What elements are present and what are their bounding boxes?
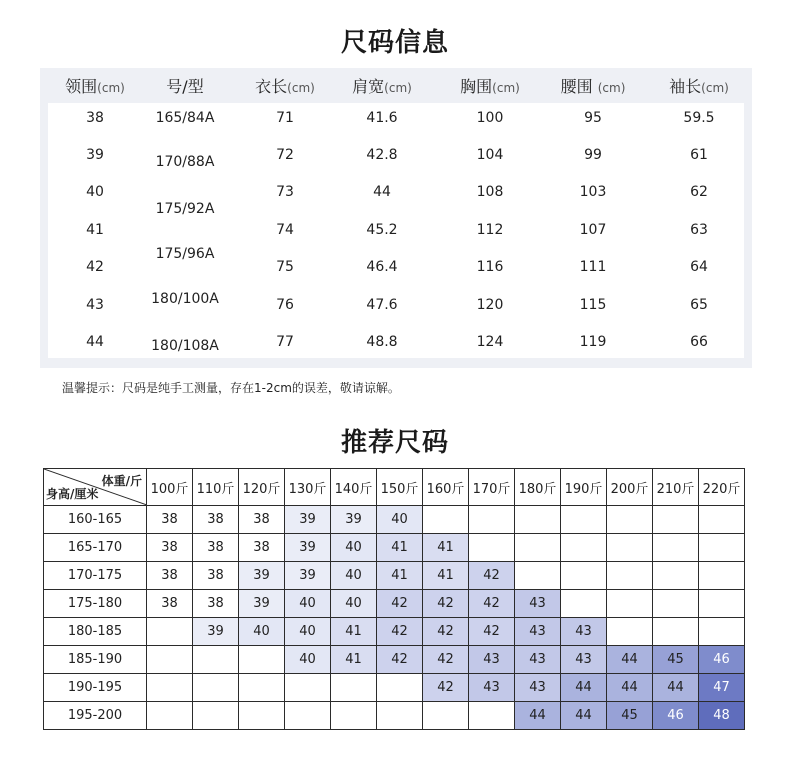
size-cell [239,674,285,702]
weight-header: 210斤 [653,469,699,506]
size-cell [699,562,745,590]
size-cell-waist: 119 [579,334,607,350]
size-cell-collar: 39 [86,147,104,163]
size-cell [147,702,193,730]
size-cell-shoulder: 42.8 [366,147,398,163]
size-cell: 38 [147,590,193,618]
size-cell-length: 74 [276,222,294,238]
size-cell-waist: 99 [584,147,602,163]
size-cell: 40 [285,618,331,646]
size-cell-collar: 41 [86,222,104,238]
weight-header: 160斤 [423,469,469,506]
weight-header: 150斤 [377,469,423,506]
size-cell: 40 [331,562,377,590]
size-cell-waist: 107 [579,222,607,238]
size-cell [515,562,561,590]
grid-row [44,618,745,646]
weight-header: 140斤 [331,469,377,506]
size-cell-model: 175/92A [155,201,215,217]
size-cell-shoulder: 45.2 [366,222,398,238]
size-cell: 42 [423,590,469,618]
size-header-6 [649,68,749,103]
size-cell: 39 [285,534,331,562]
size-cell [561,534,607,562]
size-cell-length: 75 [276,259,294,275]
size-cell [607,562,653,590]
size-header-label: 袖长 [669,77,702,96]
size-cell: 44 [607,646,653,674]
size-cell: 41 [377,562,423,590]
size-cell [193,702,239,730]
grid-corner-header [44,469,147,506]
size-cell: 43 [515,590,561,618]
size-cell: 41 [377,534,423,562]
size-cell-sleeve: 66 [690,334,708,350]
grid-row [44,506,745,534]
size-cell: 42 [423,674,469,702]
size-cell [193,674,239,702]
size-cell [377,702,423,730]
size-header-label: 胸围 [460,77,493,96]
size-info-table [40,68,752,368]
size-cell [699,618,745,646]
size-cell-waist: 111 [579,259,607,275]
size-cell [239,646,285,674]
size-cell: 40 [239,618,285,646]
size-cell: 42 [423,618,469,646]
size-cell-shoulder: 48.8 [366,334,398,350]
size-cell [193,646,239,674]
size-cell: 44 [607,674,653,702]
size-cell: 44 [561,674,607,702]
size-header-label: 腰围 [560,77,598,96]
size-cell-length: 71 [276,110,294,126]
size-cell: 43 [515,646,561,674]
size-cell [147,646,193,674]
size-cell [653,534,699,562]
size-cell: 42 [377,590,423,618]
size-cell [515,534,561,562]
corner-height-label: 身高/厘米 [46,487,99,501]
height-header: 160-165 [44,506,147,534]
size-cell: 44 [561,702,607,730]
height-header: 190-195 [44,674,147,702]
size-cell: 40 [331,534,377,562]
size-cell: 38 [239,506,285,534]
size-header-5 [543,68,643,103]
size-cell-shoulder: 44 [373,184,391,200]
size-cell [607,618,653,646]
grid-row [44,646,745,674]
size-cell: 40 [285,646,331,674]
size-cell-chest: 104 [476,147,504,163]
size-cell: 46 [653,702,699,730]
height-header: 185-190 [44,646,147,674]
grid-row [44,702,745,730]
size-cell: 39 [285,562,331,590]
size-header-unit: (cm) [287,81,315,95]
size-cell [423,506,469,534]
size-cell: 38 [147,506,193,534]
weight-header: 130斤 [285,469,331,506]
size-header-label: 肩宽 [352,77,385,96]
size-cell [423,702,469,730]
size-cell [699,534,745,562]
weight-header: 170斤 [469,469,515,506]
size-cell [699,590,745,618]
height-header: 170-175 [44,562,147,590]
size-cell-sleeve: 59.5 [683,110,715,126]
size-cell-length: 76 [276,297,294,313]
size-cell: 40 [285,590,331,618]
size-cell [561,562,607,590]
size-cell: 39 [239,562,285,590]
weight-header: 110斤 [193,469,239,506]
size-cell-chest: 100 [476,110,504,126]
size-cell: 43 [515,618,561,646]
size-cell: 44 [653,674,699,702]
size-header-2 [235,68,335,103]
size-cell-chest: 116 [476,259,504,275]
size-header-unit: (cm) [597,81,626,95]
size-cell-model: 180/100A [151,291,219,307]
size-cell: 44 [515,702,561,730]
size-cell: 41 [423,562,469,590]
size-cell-shoulder: 46.4 [366,259,398,275]
size-cell-shoulder: 41.6 [366,110,398,126]
size-cell-chest: 108 [476,184,504,200]
size-cell: 38 [147,534,193,562]
size-cell-sleeve: 65 [690,297,708,313]
size-cell: 41 [331,646,377,674]
weight-header: 100斤 [147,469,193,506]
size-cell [607,590,653,618]
size-cell-collar: 40 [86,184,104,200]
size-cell-sleeve: 63 [690,222,708,238]
size-cell [377,674,423,702]
size-cell-collar: 38 [86,110,104,126]
size-cell: 39 [239,590,285,618]
grid-row [44,534,745,562]
size-cell [285,702,331,730]
size-cell-collar: 42 [86,259,104,275]
measurement-tip: 温馨提示：尺码是纯手工测量，存在1-2cm的误差，敬请谅解。 [62,381,400,395]
size-cell [607,534,653,562]
size-recommendation-grid [43,468,745,730]
size-cell: 43 [561,646,607,674]
size-cell: 42 [469,562,515,590]
size-header-3 [332,68,432,103]
size-cell-sleeve: 62 [690,184,708,200]
size-cell: 41 [331,618,377,646]
size-header-label: 号/型 [166,77,204,96]
size-cell-length: 77 [276,334,294,350]
height-header: 195-200 [44,702,147,730]
size-cell [699,506,745,534]
size-cell: 43 [469,646,515,674]
weight-header: 220斤 [699,469,745,506]
size-cell: 42 [377,618,423,646]
size-cell: 38 [193,506,239,534]
size-cell-length: 73 [276,184,294,200]
size-header-unit: (cm) [492,81,520,95]
size-cell [147,618,193,646]
size-cell [469,702,515,730]
size-cell: 43 [469,674,515,702]
weight-header: 120斤 [239,469,285,506]
size-header-label: 衣长 [255,77,288,96]
size-cell: 40 [377,506,423,534]
size-cell [469,534,515,562]
size-cell [653,618,699,646]
size-header-1 [135,68,235,103]
height-header: 165-170 [44,534,147,562]
size-cell [469,506,515,534]
weight-header: 190斤 [561,469,607,506]
size-cell [561,506,607,534]
size-cell: 38 [193,590,239,618]
size-cell: 42 [469,590,515,618]
size-cell [653,562,699,590]
size-cell: 39 [331,506,377,534]
size-cell: 48 [699,702,745,730]
size-cell: 39 [193,618,239,646]
size-cell: 43 [561,618,607,646]
size-cell-waist: 103 [579,184,607,200]
size-cell-model: 170/88A [155,154,215,170]
grid-row [44,562,745,590]
size-cell-sleeve: 64 [690,259,708,275]
size-cell-chest: 120 [476,297,504,313]
size-cell-collar: 43 [86,297,104,313]
size-cell [285,674,331,702]
size-header-label: 领围 [65,77,98,96]
size-cell: 42 [377,646,423,674]
corner-weight-label: 体重/斤 [101,474,142,488]
size-cell [653,590,699,618]
size-cell-model: 165/84A [155,110,215,126]
size-cell-waist: 115 [579,297,607,313]
size-cell-model: 180/108A [151,338,219,354]
size-cell-sleeve: 61 [690,147,708,163]
size-cell [607,506,653,534]
size-cell-length: 72 [276,147,294,163]
size-cell: 38 [239,534,285,562]
size-cell: 41 [423,534,469,562]
size-cell-collar: 44 [86,334,104,350]
size-header-unit: (cm) [97,81,125,95]
recommend-title: 推荐尺码 [340,428,449,458]
size-info-title: 尺码信息 [340,28,449,58]
size-cell: 38 [193,562,239,590]
size-cell [147,674,193,702]
size-cell-chest: 124 [476,334,504,350]
size-header-4 [440,68,540,103]
size-cell: 43 [515,674,561,702]
size-cell [561,590,607,618]
size-header-0 [45,68,145,103]
size-cell: 38 [193,534,239,562]
size-cell [515,506,561,534]
size-cell: 39 [285,506,331,534]
size-cell-chest: 112 [476,222,504,238]
weight-header: 180斤 [515,469,561,506]
size-cell: 38 [147,562,193,590]
size-cell: 47 [699,674,745,702]
size-cell: 40 [331,590,377,618]
size-cell-model: 175/96A [155,246,215,262]
size-header-unit: (cm) [701,81,729,95]
height-header: 175-180 [44,590,147,618]
size-cell: 45 [607,702,653,730]
size-cell [331,674,377,702]
size-cell [331,702,377,730]
size-cell [239,702,285,730]
weight-header: 200斤 [607,469,653,506]
height-header: 180-185 [44,618,147,646]
grid-row [44,674,745,702]
size-cell: 42 [469,618,515,646]
size-cell [653,506,699,534]
size-cell-waist: 95 [584,110,602,126]
size-cell: 42 [423,646,469,674]
size-cell: 46 [699,646,745,674]
size-cell-shoulder: 47.6 [366,297,398,313]
grid-row [44,590,745,618]
size-cell: 45 [653,646,699,674]
size-header-unit: (cm) [384,81,412,95]
